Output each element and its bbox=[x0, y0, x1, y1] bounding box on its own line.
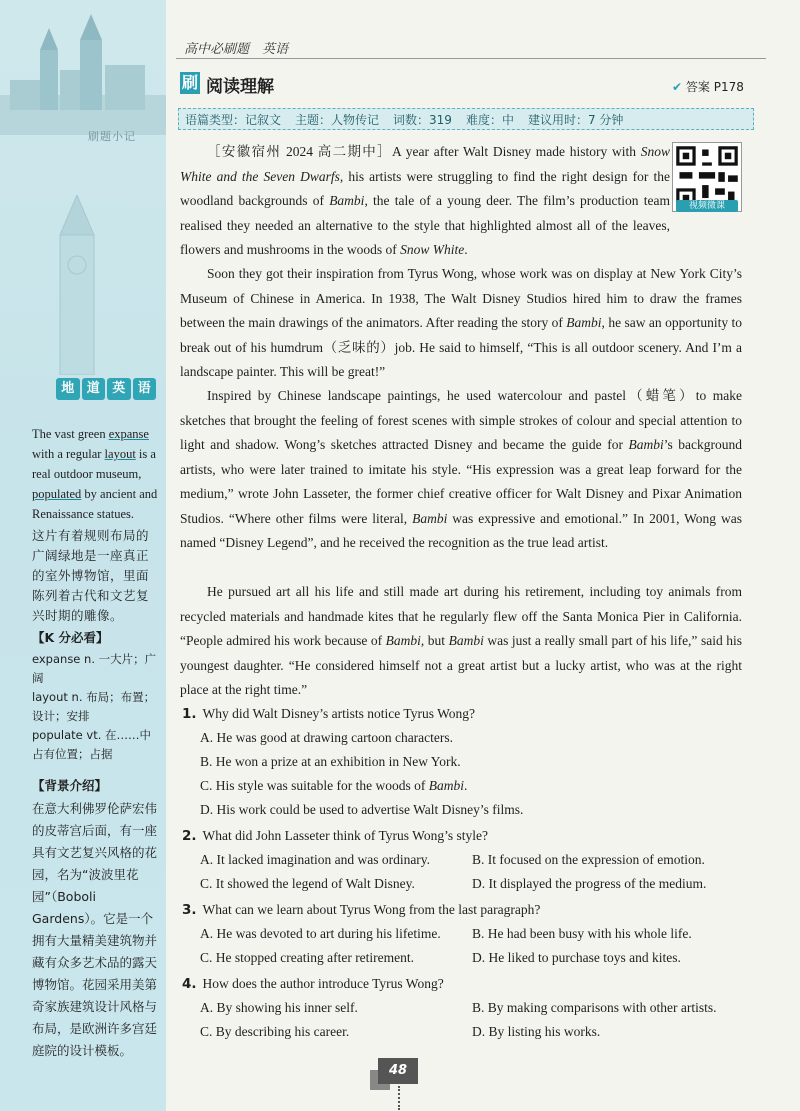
text: , his artists were struggling to find the right design for the woodland backgrounds of bbox=[180, 168, 670, 208]
film-title: Bambi bbox=[628, 437, 664, 452]
paragraph-1-top bbox=[180, 140, 670, 263]
question-text: What did John Lasseter think of Tyrus Wong’s style? bbox=[202, 828, 488, 843]
background-text: 在意大利佛罗伦萨宏伟的皮蒂宫后面，有一座具有文艺复兴风格的花园，名为“波波里花园”（Boboli Gardens）。它是一个拥有大量精美建筑物并藏有众多艺术品的露天博物馆。花园采用美第奇家族建筑设计风格与布局，是欧洲许多宫廷庭院的设计模板。 bbox=[32, 801, 158, 1058]
text: . bbox=[464, 242, 468, 257]
background-heading: 【背景介绍】 bbox=[32, 778, 108, 793]
option-3c[interactable]: C. He stopped creating after retirement. bbox=[200, 950, 415, 965]
option-text: C. His style was suitable for the woods of bbox=[200, 778, 429, 793]
question-text: What can we learn about Tyrus Wong from the last paragraph? bbox=[202, 902, 541, 917]
option-1d[interactable]: D. His work could be used to advertise Walt Disney’s films. bbox=[200, 802, 524, 817]
question-number: 3. bbox=[182, 902, 197, 918]
film-title: Snow White and the Seven Dwarfs bbox=[180, 144, 670, 184]
sidebar-english-sentence bbox=[32, 424, 160, 524]
option-3b[interactable]: B. He had been busy with his whole life. bbox=[472, 926, 692, 941]
vocab-item: expanse n. 一大片；广阔 bbox=[32, 652, 157, 685]
question-number: 2. bbox=[182, 828, 197, 844]
option-2b[interactable]: B. It focused on the expression of emotion. bbox=[472, 852, 705, 867]
option-4a[interactable]: A. By showing his inner self. bbox=[200, 1000, 358, 1015]
question-1 bbox=[182, 702, 475, 726]
badge-char: 道 bbox=[82, 378, 106, 400]
book-tag: 高中必刷题 英语 bbox=[184, 42, 289, 57]
vocab-heading: 【K 分必看】 bbox=[32, 630, 109, 645]
vocab-list bbox=[32, 650, 162, 764]
option-3a[interactable]: A. He was devoted to art during his lifetime. bbox=[200, 926, 441, 941]
option-1b[interactable]: B. He won a prize at an exhibition in New York. bbox=[200, 754, 461, 769]
option-4d[interactable]: D. By listing his works. bbox=[472, 1024, 601, 1039]
badge-char: 地 bbox=[56, 378, 80, 400]
keyword: layout bbox=[104, 447, 136, 461]
answer-ref-text: 答案 P178 bbox=[685, 80, 744, 94]
question-4 bbox=[182, 972, 444, 996]
meta-time: 建议用时：7 分钟 bbox=[527, 112, 624, 127]
question-3 bbox=[182, 898, 540, 922]
cityscape-illustration bbox=[0, 0, 166, 150]
question-2 bbox=[182, 824, 488, 848]
text: ’s background artists, who were later trained to imitate his style. “His expression was a great leap forward for the medium,” wrote John Lasseter, the former chief creative officer for Walt Disney and Pixar Animation Studios. “Where other films were literal, bbox=[180, 437, 743, 526]
vocab-item: layout n. 布局；布置；设计；安排 bbox=[32, 690, 156, 723]
option-4c[interactable]: C. By describing his career. bbox=[200, 1024, 350, 1039]
sidebar-chinese-translation: 这片有着规则布局的广阔绿地是一座真正的室外博物馆，里面陈列着古代和文艺复兴时期的雕像。 bbox=[32, 528, 150, 623]
authentic-english-badge bbox=[56, 378, 156, 400]
header-divider bbox=[176, 58, 766, 59]
keyword: expanse bbox=[108, 427, 149, 441]
answer-reference bbox=[672, 78, 744, 95]
option-2c[interactable]: C. It showed the legend of Walt Disney. bbox=[200, 876, 415, 891]
text: was just a really small part of his life,” said his youngest daughter. “He considered himself not a great artist but a lucky artist, who was at the right place at the right time.” bbox=[180, 633, 742, 697]
keyword: populated bbox=[32, 487, 82, 501]
film-title: Snow White bbox=[400, 242, 465, 257]
text: is a real outdoor museum, bbox=[32, 447, 156, 481]
film-title: Bambi bbox=[566, 315, 602, 330]
option-3d[interactable]: D. He liked to purchase toys and kites. bbox=[472, 950, 681, 965]
film-title: Bambi bbox=[329, 193, 365, 208]
film-title: Bambi bbox=[448, 633, 484, 648]
paragraph-4 bbox=[180, 580, 742, 703]
meta-topic: 主题：人物传记 bbox=[295, 112, 380, 127]
dotted-line bbox=[398, 1086, 400, 1110]
text: , the tale of a young deer. The film’s production team realised they needed an alternative to the style that highlighted almost all of the leaves, flowers and mushrooms in the woods of bbox=[180, 193, 670, 257]
text: A year after Walt Disney made history with bbox=[392, 144, 641, 159]
section-icon: 刷 bbox=[181, 73, 198, 92]
paragraph-2 bbox=[180, 262, 742, 385]
question-text: Why did Walt Disney’s artists notice Tyrus Wong? bbox=[202, 706, 476, 721]
question-text: How does the author introduce Tyrus Wong? bbox=[202, 976, 444, 991]
film-title: Bambi bbox=[385, 633, 421, 648]
film-title: Bambi bbox=[412, 510, 448, 526]
text: The vast green bbox=[32, 427, 109, 441]
badge-char: 语 bbox=[133, 378, 157, 400]
text: with a regular bbox=[32, 447, 105, 461]
video-lesson-label: 视频微课 bbox=[676, 200, 738, 212]
text: , he saw an opportunity to break out of his humdrum（乏味的）job. He said to himself, “This is all outdoor scenery. And I’m a landscape painter. This will be great!” bbox=[180, 315, 742, 379]
option-text: . bbox=[463, 778, 468, 793]
paragraph-3 bbox=[180, 384, 742, 556]
question-number: 1. bbox=[182, 706, 197, 722]
film-title: Bambi bbox=[428, 778, 464, 793]
vocab-item: populate vt. 在……中占有位置；占据 bbox=[32, 728, 152, 761]
sidebar-title: 刷题小记 bbox=[88, 130, 136, 143]
option-4b[interactable]: B. By making comparisons with other artists. bbox=[472, 1000, 717, 1015]
text: , but bbox=[420, 633, 449, 648]
question-number: 4. bbox=[182, 976, 197, 992]
meta-difficulty: 难度：中 bbox=[465, 112, 514, 127]
sidebar bbox=[0, 0, 166, 1111]
tower-illustration bbox=[0, 195, 166, 375]
text: Inspired by Chinese landscape paintings, he used watercolour and pastel（蜡笔）to make sketches that brought the feeling of forest scenes with simple strokes of colour and special attention to light and shadow. Wong’s sketches attracted Disney and became the guide for bbox=[180, 388, 742, 452]
text: was expressive and emotional.” In 2001, Wong was named “Disney Legend”, and he received the recognition as the true lead artist. bbox=[180, 510, 742, 550]
page-number: 48 bbox=[378, 1058, 418, 1084]
meta-type: 语篇类型：记叙文 bbox=[185, 112, 282, 127]
check-icon: ✔ bbox=[672, 80, 683, 94]
section-title: 阅读理解 bbox=[206, 77, 274, 97]
option-1c[interactable] bbox=[200, 774, 467, 798]
option-1a[interactable]: A. He was good at drawing cartoon characters. bbox=[200, 730, 454, 745]
badge-char: 英 bbox=[107, 378, 131, 400]
option-2d[interactable]: D. It displayed the progress of the medium. bbox=[472, 876, 707, 891]
option-2a[interactable]: A. It lacked imagination and was ordinary. bbox=[200, 852, 431, 867]
text: Soon they got their inspiration from Tyrus Wong, whose work was on display at New York City’s Museum of Chinese in America. In 1938, The Walt Disney Studios hired him to draw the frames between the main drawings of the animators. After reading the story of bbox=[180, 266, 742, 330]
source-tag: ［安徽宿州 2024 高二期中］ bbox=[207, 144, 393, 159]
meta-words: 词数：319 bbox=[393, 112, 452, 127]
passage-meta-bar bbox=[178, 108, 754, 130]
text: He pursued art all his life and still made art during his retirement, including toy animals from recycled materials and handmade kites that he regularly flew off the Santa Monica Pier in California. “People admired his work because of bbox=[180, 584, 742, 648]
text: by ancient and Renaissance statues. bbox=[32, 487, 158, 521]
